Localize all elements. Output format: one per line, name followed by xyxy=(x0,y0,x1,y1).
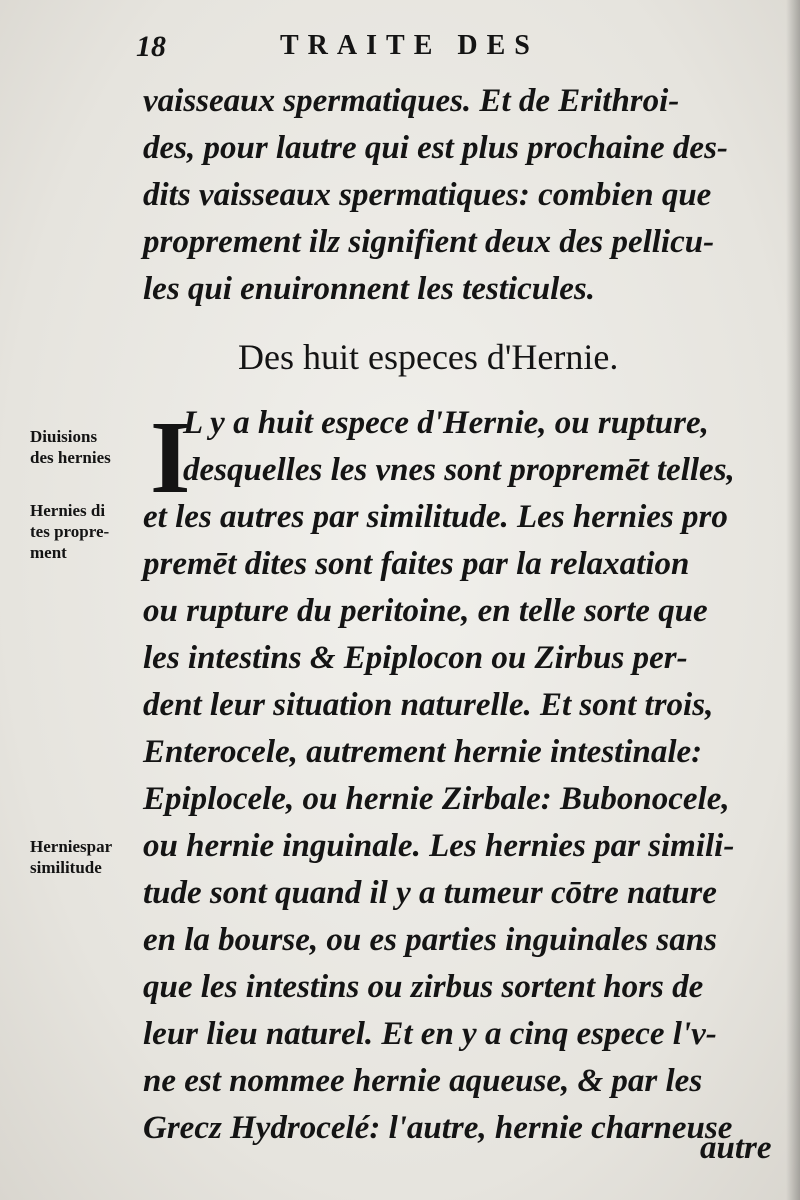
marginal-note xyxy=(30,426,142,468)
text-line: en la bourse, ou es parties inguinales sans xyxy=(143,922,717,958)
text-line: et les autres par similitude. Les hernies pro xyxy=(143,499,728,535)
text-line: tude sont quand il y a tumeur cōtre nature xyxy=(143,875,717,911)
marginal-note-line: Hernies di xyxy=(30,501,106,520)
text-line: Enterocele, autrement hernie intestinale: xyxy=(143,734,703,770)
marginal-note-line: similitude xyxy=(30,858,102,877)
text-line: desquelles les vnes sont propremēt telles, xyxy=(183,452,735,488)
text-line: Grecz Hydrocelé: l'autre, hernie charneuse xyxy=(143,1110,733,1146)
text-line: proprement ilz signifient deux des pellicu- xyxy=(143,224,715,260)
intro-paragraph xyxy=(143,78,793,313)
marginal-note-line: tes propre- xyxy=(30,522,110,541)
text-line: des, pour lautre qui est plus prochaine des- xyxy=(143,130,728,166)
marginal-note-line: Herniespar xyxy=(30,837,113,856)
page-header xyxy=(130,24,650,74)
text-line: les intestins & Epiplocon ou Zirbus per- xyxy=(143,640,688,676)
chapter-paragraph xyxy=(143,400,793,1152)
drop-cap: I xyxy=(150,400,191,515)
page-number: 18 xyxy=(136,30,166,63)
text-line: vaisseaux spermatiques. Et de Erithroi- xyxy=(143,83,680,119)
text-line: les qui enuironnent les testicules. xyxy=(143,271,595,307)
marginal-note xyxy=(30,836,142,878)
drop-cap-lines xyxy=(143,400,793,494)
text-line: ne est nommee hernie aqueuse, & par les xyxy=(143,1063,703,1099)
marginal-note xyxy=(30,500,142,563)
text-line: premēt dites sont faites par la relaxation xyxy=(143,546,690,582)
text-line: dits vaisseaux spermatiques: combien que xyxy=(143,177,712,213)
section-heading: Des huit especes d'Hernie. xyxy=(238,337,619,377)
text-line: dent leur situation naturelle. Et sont trois, xyxy=(143,687,714,723)
marginal-note-line: ment xyxy=(30,543,67,562)
text-line: ou rupture du peritoine, en telle sorte que xyxy=(143,593,708,629)
text-line: ou hernie inguinale. Les hernies par simili- xyxy=(143,828,735,864)
running-title: TRAITE DES xyxy=(280,30,539,61)
marginal-note-line: Diuisions xyxy=(30,427,98,446)
catchword: autre xyxy=(700,1130,772,1166)
marginal-note-line: des hernies xyxy=(30,448,111,467)
text-line: Epiplocele, ou hernie Zirbale: Bubonocele, xyxy=(143,781,730,817)
text-line: L y a huit espece d'Hernie, ou rupture, xyxy=(183,405,709,441)
text-line: que les intestins ou zirbus sortent hors de xyxy=(143,969,704,1005)
text-line: leur lieu naturel. Et en y a cinq espece l'v- xyxy=(143,1016,717,1052)
